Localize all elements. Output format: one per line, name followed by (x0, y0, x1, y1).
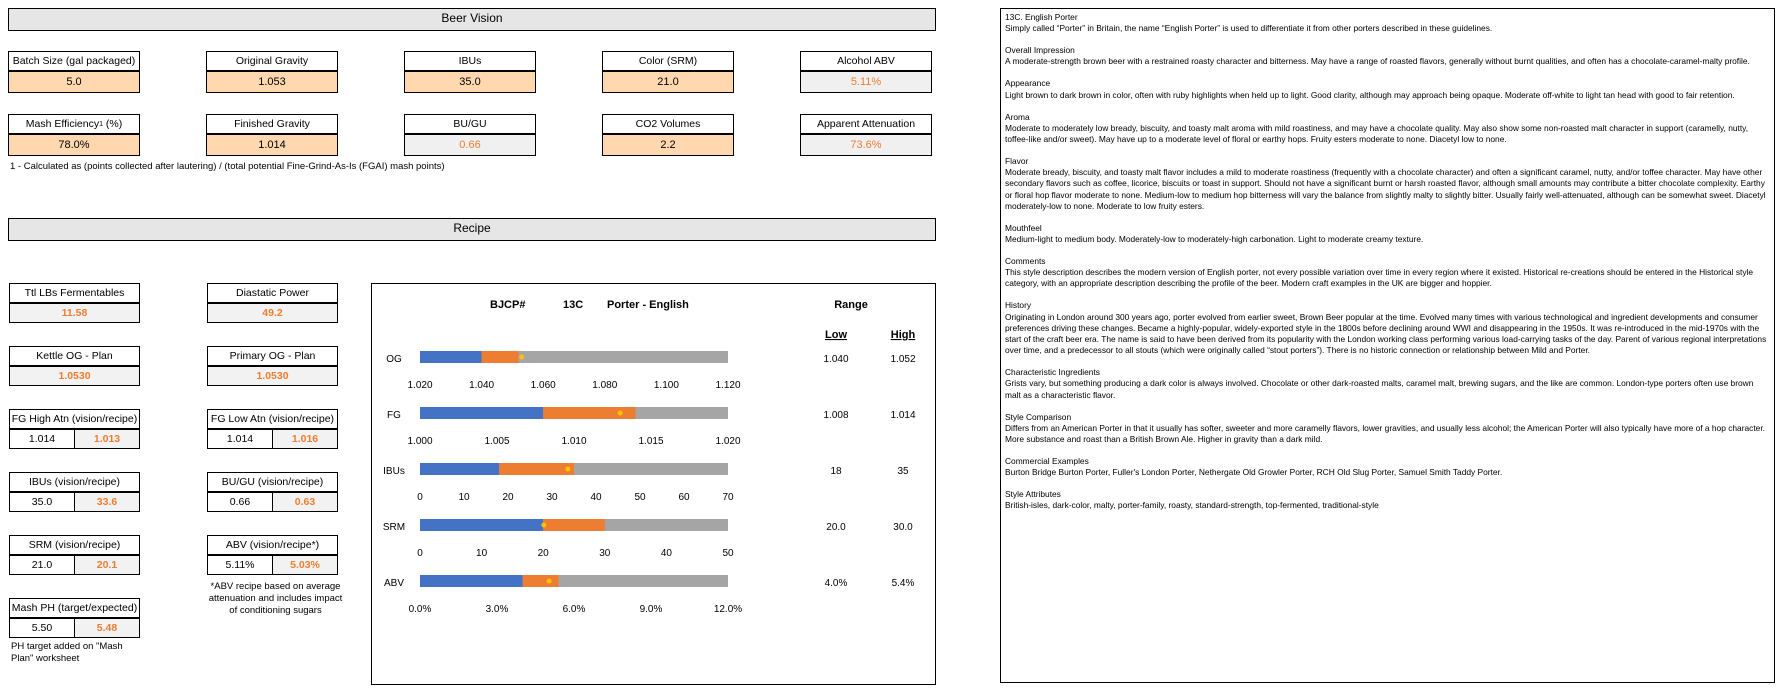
srm-range-low: 20.0 (826, 522, 846, 533)
srm-row-label: SRM (382, 522, 406, 533)
fg-tick-label: 1.005 (484, 436, 510, 447)
apparent-attenuation-label: Apparent Attenuation (800, 114, 932, 134)
co2-volumes-label: CO2 Volumes (602, 114, 734, 134)
style-guide-text: Differs from an American Porter in that it usually has softer, sweeter and more caramelly flavors, lower gravities, and usually less alcohol; the American Porter will also typically have more of a hop character. More substance and roast than a British Brown Ale. Higher in gravity than a dark mild. (1005, 422, 1765, 445)
style-guide-section (1005, 78, 1770, 100)
srm-vr-label: SRM (vision/recipe) (9, 535, 140, 555)
fg-low-label: FG Low Atn (vision/recipe) (207, 409, 338, 429)
style-guide-text: Originating in London around 300 years ago, porter evolved from earlier sweet, Brown Beer popular at the time. Evolved many times with various technological and ingredient developments and consumer preferences driving these changes. Became a highly-popular, widely-exported style in the 1800s before declining around WWI and disappearing in the 1950s. It was re-introduced in the mid-1970s with the start of the craft beer era. The name is said to have been derived from its popularity with the London working class performing various load-carrying tasks of the day. Parent of various regional interpretations over time, and a predecessor to all stouts (which were originally called “stout porters”). There is no historic connection or relationship between Mild and Porter. (1005, 311, 1767, 356)
apparent-attenuation-value: 73.6% (800, 134, 932, 156)
fg-range-high: 1.014 (890, 410, 916, 421)
srm-vr-values (9, 555, 140, 575)
style-guide-heading: 13C. English Porter (1005, 12, 1078, 22)
abv-range-high: 5.4% (891, 578, 915, 589)
kettle-og-label: Kettle OG - Plan (9, 346, 140, 366)
srm-tick-label: 50 (722, 548, 734, 559)
fg-high-label: FG High Atn (vision/recipe) (9, 409, 140, 429)
abv-note: *ABV recipe based on average attenuation and includes impact of conditioning sugars (208, 581, 343, 616)
style-guide-section (1005, 256, 1770, 290)
abv-vision: 5.11% (208, 556, 273, 574)
abv-recipe: 5.03% (273, 556, 337, 574)
mash-ph-values (9, 618, 140, 638)
og-tick-label: 1.080 (592, 380, 618, 391)
co2-volumes-input[interactable]: 2.2 (602, 134, 734, 156)
fg-tick-label: 1.020 (715, 436, 741, 447)
og-tick-label: 1.020 (407, 380, 433, 391)
srm-tick-label: 20 (537, 548, 549, 559)
fg-high-recipe: 1.013 (75, 430, 139, 448)
style-guide-text: Burton Bridge Burton Porter, Fuller's London Porter, Nethergate Old Growler Porter, RCH Old Slug Porter, Samuel Smith Taddy Porter. (1005, 467, 1503, 478)
mash-efficiency-label-tail: (%) (103, 118, 123, 130)
diastatic-power-label: Diastatic Power (207, 283, 338, 303)
bugu-vision: 0.66 (208, 493, 273, 511)
ibus-style-range-bar (499, 463, 574, 475)
og-style-range-bar (482, 351, 519, 363)
ibus-tick-label: 60 (678, 492, 690, 503)
mash-efficiency-label-text: Mash Efficiency (25, 118, 100, 130)
fg-recipe-marker (618, 411, 623, 416)
fg-tick-label: 1.010 (561, 436, 587, 447)
abv-range-low: 4.0% (824, 578, 848, 589)
srm-range-high: 30.0 (893, 522, 913, 533)
ibus-vision: 35.0 (10, 493, 75, 511)
ibus-tick-label: 10 (458, 492, 470, 503)
batch-size-label: Batch Size (gal packaged) (8, 51, 140, 71)
abv-below-range-bar (420, 575, 523, 587)
bugu-label: BU/GU (404, 114, 536, 134)
style-guide-text: This style description describes the modern version of English porter, not every possible variation over time in every region where it existed. Historical re-creations should be entered in the Historical style category, with an appropriate description describing the profile of the beer. Modern craft examples in the UK are bigger and hoppier. (1005, 267, 1754, 289)
ibus-recipe: 33.6 (75, 493, 139, 511)
ibus-tick-label: 50 (634, 492, 646, 503)
mash-efficiency-input[interactable]: 78.0% (8, 134, 140, 156)
mash-ph-expected: 5.48 (75, 619, 139, 637)
ibus-vr-values (9, 492, 140, 512)
style-guide-section (1005, 367, 1770, 401)
style-guide-heading: History (1005, 300, 1032, 311)
fg-tick-label: 1.000 (407, 436, 433, 447)
style-guide-heading: Aroma (1005, 111, 1030, 122)
og-recipe-marker (519, 355, 524, 360)
style-guide-heading: Overall Impression (1005, 45, 1075, 56)
style-guide-heading: Flavor (1005, 156, 1029, 167)
ibus-below-range-bar (420, 463, 499, 475)
style-guide-text: A moderate-strength brown beer with a restrained roasty character and bitterness. May have a range of roasted flavors, generally without burnt qualities, and often has a chocolate-caramel-malty profile. (1005, 56, 1750, 67)
style-guide-section (1005, 156, 1770, 212)
style-guide-text: Simply called “Porter” in Britain, the name “English Porter” is used to differentiate it from other porters described in these guidelines. (1005, 23, 1493, 34)
low-label: Low (825, 329, 847, 341)
bjcp-label: BJCP# (490, 299, 526, 311)
color-srm-label: Color (SRM) (602, 51, 734, 71)
abv-tick-label: 12.0% (713, 604, 743, 615)
mash-efficiency-label (8, 114, 140, 134)
range-label: Range (834, 299, 868, 311)
finished-gravity-input[interactable]: 1.014 (206, 134, 338, 156)
abv-recipe-marker (547, 579, 552, 584)
style-guide-section (1005, 45, 1770, 67)
bugu-value: 0.66 (404, 134, 536, 156)
style-guide-text: British-isles, dark-color, malty, porter-family, roasty, standard-strength, top-fermented, traditional-style (1005, 500, 1379, 511)
primary-og-label: Primary OG - Plan (207, 346, 338, 366)
style-guide-text: Moderate bready, biscuity, and toasty malt flavor includes a mild to moderate roastiness (frequently with a chocolate character) and often a significant caramel, nutty, and/or toffee character. May have other secondary flavors such as coffee, licorice, biscuits or toast in support. Should not have a significant burnt or harsh roasted flavor, although small amounts may contribute a bitter chocolate complexity. Earthy or floral hop flavor moderate to none. Medium-low to medium hop bitterness will vary the balance from slightly malty to slightly bitter. Usually fairly well-attenuated, although can be somewhat sweet. Diacetyl moderately-low to none. Moderate to low fruity esters. (1005, 167, 1766, 211)
style-guide-text: Light brown to dark brown in color, often with ruby highlights when held up to light. Good clarity, although may approach being opaque. Moderate off-white to light tan head with good to fair retention. (1005, 89, 1735, 100)
og-tick-label: 1.120 (715, 380, 741, 391)
ibus-vr-label: IBUs (vision/recipe) (9, 472, 140, 492)
high-label: High (890, 329, 916, 341)
fg-low-values (207, 429, 338, 449)
fg-row-label: FG (387, 410, 401, 421)
ibus-tick-label: 20 (502, 492, 514, 503)
beer-vision-banner (8, 8, 936, 31)
recipe-banner (8, 218, 936, 241)
style-guide-section (1005, 412, 1770, 446)
srm-below-range-bar (420, 519, 543, 531)
style-range-chart (372, 284, 934, 683)
abv-tick-label: 9.0% (639, 604, 663, 615)
style-guide-heading: Commercial Examples (1005, 456, 1089, 467)
ttl-lbs-value: 11.58 (9, 303, 140, 323)
style-guide-section (1005, 456, 1770, 478)
srm-tick-label: 10 (476, 548, 488, 559)
og-below-range-bar (420, 351, 482, 363)
abv-row-label: ABV (383, 578, 405, 589)
color-srm-input[interactable]: 21.0 (602, 71, 734, 93)
srm-style-range-bar (543, 519, 605, 531)
style-guide-heading: Style Attributes (1005, 489, 1061, 500)
fg-low-recipe: 1.016 (273, 430, 337, 448)
fg-tick-label: 1.015 (638, 436, 664, 447)
ibus-tick-label: 40 (590, 492, 602, 503)
ph-target-note: PH target added on "Mash Plan" worksheet (11, 641, 123, 664)
abv-vr-values (207, 555, 338, 575)
ibus-tick-label: 70 (722, 492, 734, 503)
style-guide-heading: Appearance (1005, 78, 1051, 89)
style-guide-text: Moderate to moderately low bready, biscuity, and toasty malt aroma with mild roastiness, and may have a chocolate quality. May also show some non-roasted malt character in support (caramelly, nutty, toffee-like and/or sweet). May have up to a moderate level of floral or earthy hops. Fruity esters moderate to none. Diacetyl low to none. (1005, 122, 1749, 145)
fg-high-vision: 1.014 (10, 430, 75, 448)
style-guide-heading: Mouthfeel (1005, 222, 1042, 233)
style-name: Porter - English (607, 299, 689, 311)
srm-recipe: 20.1 (75, 556, 139, 574)
primary-og-value: 1.0530 (207, 366, 338, 386)
fg-range-low: 1.008 (823, 410, 849, 421)
ibus-tick-label: 30 (546, 492, 558, 503)
ibus-range-low: 18 (830, 466, 842, 477)
style-guide-section (1005, 12, 1770, 34)
batch-size-input[interactable]: 5.0 (8, 71, 140, 93)
og-row-label: OG (386, 354, 402, 365)
recipe-title: Recipe (453, 221, 491, 235)
ibus-input[interactable]: 35.0 (404, 71, 536, 93)
style-guide-section (1005, 112, 1770, 146)
style-guide-panel (1000, 8, 1775, 683)
srm-tick-label: 40 (660, 548, 672, 559)
style-guide-heading: Comments (1005, 256, 1046, 267)
abv-tick-label: 0.0% (408, 604, 432, 615)
abv-vr-label: ABV (vision/recipe*) (207, 535, 338, 555)
style-guide-section (1005, 223, 1770, 245)
mash-ph-label: Mash PH (target/expected) (9, 598, 140, 618)
mash-efficiency-footnote-mark: 1 (99, 120, 103, 128)
fg-low-vision: 1.014 (208, 430, 273, 448)
alcohol-abv-label: Alcohol ABV (800, 51, 932, 71)
og-tick-label: 1.100 (653, 380, 679, 391)
srm-vision: 21.0 (10, 556, 75, 574)
ibus-recipe-marker (565, 467, 570, 472)
style-guide-section (1005, 300, 1770, 356)
fg-high-values (9, 429, 140, 449)
abv-tick-label: 6.0% (562, 604, 586, 615)
ibus-range-high: 35 (897, 466, 909, 477)
style-range-chart-box (371, 283, 936, 685)
mash-ph-target: 5.50 (10, 619, 75, 637)
style-guide-heading: Style Comparison (1005, 411, 1072, 422)
srm-recipe-marker (541, 523, 546, 528)
abv-tick-label: 3.0% (485, 604, 509, 615)
srm-tick-label: 0 (417, 548, 423, 559)
original-gravity-label: Original Gravity (206, 51, 338, 71)
bugu-vr-values (207, 492, 338, 512)
ibus-label: IBUs (404, 51, 536, 71)
style-guide-section (1005, 489, 1770, 511)
og-tick-label: 1.060 (530, 380, 556, 391)
finished-gravity-label: Finished Gravity (206, 114, 338, 134)
bugu-recipe: 0.63 (273, 493, 337, 511)
style-guide-text: Medium-light to medium body. Moderately-low to moderately-high carbonation. Light to moderate creamy texture. (1005, 234, 1424, 245)
alcohol-abv-value: 5.11% (800, 71, 932, 93)
ttl-lbs-label: Ttl LBs Fermentables (9, 283, 140, 303)
style-guide-text: Grists vary, but something producing a dark color is always involved. Chocolate or other dark-roasted malts, caramel malt, brewing sugars, and the like are common. London-type porters often use brown malt as a characteristic flavor. (1005, 378, 1754, 400)
style-guide-heading: Characteristic Ingredients (1005, 367, 1100, 378)
diastatic-power-value: 49.2 (207, 303, 338, 323)
ibus-row-label: IBUs (383, 466, 405, 477)
srm-tick-label: 30 (599, 548, 611, 559)
fg-below-range-bar (420, 407, 543, 419)
mash-efficiency-footnote: 1 - Calculated as (points collected after lautering) / (total potential Fine-Grind-As-Is (FGAI) mash points) (10, 161, 445, 172)
og-range-high: 1.052 (890, 354, 916, 365)
original-gravity-input[interactable]: 1.053 (206, 71, 338, 93)
og-tick-label: 1.040 (469, 380, 495, 391)
beer-vision-title: Beer Vision (441, 11, 503, 25)
ibus-tick-label: 0 (417, 492, 423, 503)
kettle-og-value: 1.0530 (9, 366, 140, 386)
bugu-vr-label: BU/GU (vision/recipe) (207, 472, 338, 492)
style-code: 13C (563, 299, 584, 311)
abv-style-range-bar (523, 575, 559, 587)
og-range-low: 1.040 (823, 354, 849, 365)
